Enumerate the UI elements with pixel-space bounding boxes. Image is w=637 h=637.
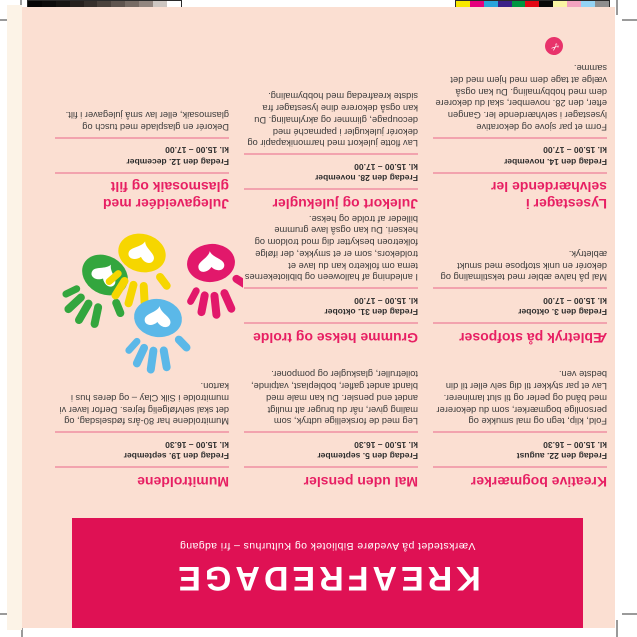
event-date: Fredag den 28. november: [315, 173, 418, 184]
event-entry: [244, 90, 418, 212]
event-entry: [244, 212, 418, 346]
divider: [55, 137, 229, 139]
event-time: kl. 15.00 – 16.30: [354, 440, 418, 450]
divider: [433, 137, 607, 139]
event-date: Fredag den 31. oktober: [324, 307, 418, 318]
crop-mark-bottom-right-h: [622, 613, 637, 615]
event-title: Julegaveidéer med glasmosaik og filt: [102, 179, 229, 212]
event-description: Leg med de forskellige udtryk, som maling giver, når du bruger alt muligt andet end pensler. Du kan male med blandt andet gafler, bobleplast, vatpinde, toiletruller, glaskugler og pomponer.: [251, 369, 418, 427]
event-time: kl. 15.00 – 17.00: [165, 145, 229, 156]
crop-mark-top-right-v: [616, 0, 618, 15]
event-entry: [433, 247, 607, 346]
divider: [244, 154, 418, 156]
divider: [244, 323, 418, 325]
event-entry: [433, 61, 607, 212]
crop-mark-bottom-right-v: [616, 620, 618, 637]
event-description: Mumitroldene har 80-års fødselsdag, og det skal selvfølgelig fejres. Derfor laver vi mumitrolde i Silk Clay – og deres hus i karton.: [59, 381, 229, 427]
divider: [244, 467, 418, 469]
handprint-blue: [121, 295, 198, 379]
event-time: kl. 15.00 – 17.00: [354, 296, 418, 306]
flyer-page: [22, 7, 615, 628]
page-fold-edge: [7, 5, 22, 630]
event-date: Fredag den 3. oktober: [518, 307, 607, 318]
divider: [244, 432, 418, 434]
divider: [244, 288, 418, 290]
event-time: kl. 15.00 – 16.30: [165, 440, 229, 450]
event-entry: [244, 368, 418, 490]
event-date: Fredag den 14. november: [504, 157, 607, 167]
divider: [433, 323, 607, 325]
event-title: Mumitroldene: [137, 474, 229, 490]
event-description: Dekorér en glasplade med tusch og glasmosaik, eller lav små julegaver i filt.: [65, 110, 229, 132]
event-date: Fredag den 22. august: [516, 451, 607, 462]
event-title: Grumme hekse og trolde: [253, 330, 418, 346]
event-date: Fredag den 19. september: [123, 451, 229, 462]
title-banner: [72, 518, 583, 628]
event-description: Mal på halve æbler med tekstilmaling og dekorér en unik stofpose med smukt æbletryk.: [440, 248, 607, 283]
flyer-subtitle: Værkstedet på Avedøre Bibliotek og Kulturhus – fri adgang: [179, 540, 476, 552]
divider: [433, 172, 607, 174]
event-description: I anledning af halloween og bibliotekernes tema om folketro kan du lave et troldekors, som er et smykke, der ifølge folketroen beskytter dig mod troldom og hekseri. Du kan også lave grumme billeder af trolde og hekse.: [244, 213, 418, 283]
event-description: Fold, klip, tegn og mal smukke og personlige bogmærker, som du dekorerer med bånd og perler og til slut laminerer. Lav et par stykker til dig selv eller til din bedste ven.: [436, 369, 607, 427]
handprint-pink: [180, 240, 243, 322]
event-time: kl. 15.00 – 17.00: [354, 162, 418, 172]
event-title: Kreative bogmærker: [470, 474, 607, 490]
event-date: Fredag den 5. september: [317, 451, 418, 462]
divider: [55, 432, 229, 434]
event-title: Lysestager i selvhærdende ler: [491, 179, 607, 212]
event-title: Mal uden pensler: [303, 474, 418, 490]
event-title: Julekort og julekugler: [272, 196, 418, 212]
crop-mark-top-right-h: [622, 19, 637, 21]
divider: [433, 467, 607, 469]
event-description: Form et par sjove og dekorative lysestager i selvhærdende ler. Gangen efter, den 28. november, skal du dekorere dem med hobbymaling. Du kan også vælge at tage dem med hjem med det samme.: [435, 63, 607, 132]
event-entry: [55, 108, 229, 212]
scissors-icon: ✂: [541, 33, 566, 58]
divider: [433, 288, 607, 290]
event-time: kl. 15.00 – 17.00: [543, 145, 607, 156]
event-date: Fredag den 12. december: [126, 157, 229, 167]
event-description: Lav flotte julekort med harmonikapapir og dekorér julekugler i papmaché med decoupage, glimmer og akrylmaling. Du kan også dekorere dine lysestager fra sidste kreafredag med hobbymaling.: [247, 91, 418, 149]
flyer-title: KREAFREDAGE: [174, 559, 481, 597]
divider: [244, 189, 418, 191]
event-entry: [55, 379, 229, 490]
event-time: kl. 15.00 – 16.30: [543, 440, 607, 450]
divider: [55, 172, 229, 174]
handprints-illustration: [43, 210, 243, 380]
divider: [433, 432, 607, 434]
divider: [55, 467, 229, 469]
event-time: kl. 15.00 – 17.00: [543, 296, 607, 306]
event-title: Æbletryk på stofposer: [459, 330, 607, 346]
event-entry: [433, 368, 607, 490]
